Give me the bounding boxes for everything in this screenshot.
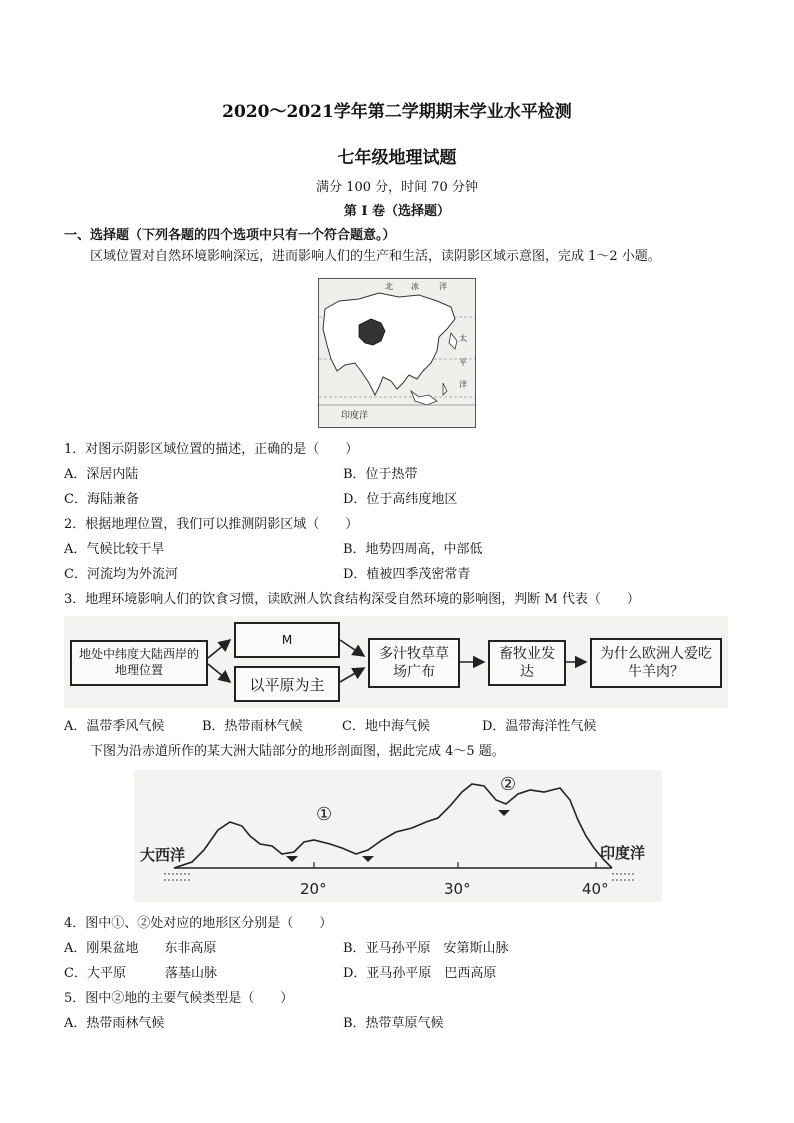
profile-left-ocean: 大西洋	[140, 846, 186, 864]
diet-flow-diagram	[64, 616, 728, 708]
q3-stem: 3．地理环境影响人们的饮食习惯，读欧洲人饮食结构深受自然环境的影响图，判断 M 代表（ ）	[64, 592, 640, 607]
q3-option-b: B．热带雨林气候	[202, 719, 303, 734]
profile-tick-20: 20°	[300, 880, 327, 898]
q3-option-c: C．地中海气候	[342, 719, 430, 734]
q4-option-b: B．亚马孙平原 安第斯山脉	[343, 941, 509, 956]
flow-box-location: 地处中纬度大陆西岸的地理位置	[70, 640, 208, 686]
profile-tick-30: 30°	[444, 880, 471, 898]
q2-stem: 2．根据地理位置，我们可以推测阴影区域（ ）	[64, 517, 359, 532]
map-label-north-2: 冰	[411, 282, 419, 291]
q45-intro: 下图为沿赤道所作的某大洲大陆部分的地形剖面图，据此完成 4～5 题。	[90, 744, 505, 759]
q5-stem: 5．图中②地的主要气候类型是（ ）	[64, 991, 294, 1006]
map-label-pacific-2: 平	[459, 358, 467, 367]
map-label-indian: 印度洋	[341, 411, 369, 421]
map-label-pacific-3: 洋	[459, 380, 467, 389]
q4-option-a: A．刚果盆地 东非高原	[64, 941, 217, 956]
q4-stem: 4．图中①、②处对应的地形区分别是（ ）	[64, 916, 333, 931]
asia-map-svg	[319, 279, 475, 427]
flow-box-livestock: 畜牧业发达	[488, 640, 566, 686]
q5-option-b: B．热带草原气候	[343, 1016, 444, 1031]
q1-option-b: B．位于热带	[343, 467, 418, 482]
terrain-profile	[134, 770, 662, 902]
map-label-north-3: 洋	[439, 282, 447, 291]
q1-option-c: C．海陆兼备	[64, 492, 139, 507]
q4-option-c: C．大平原 落基山脉	[64, 966, 217, 981]
q4-option-d: D．亚马孙平原 巴西高原	[343, 966, 497, 981]
q2-option-c: C．河流均为外流河	[64, 567, 178, 582]
shaded-region-map	[318, 278, 476, 428]
terrain-profile-svg	[134, 770, 662, 902]
flow-box-pasture: 多汁牧草草场广布	[368, 638, 460, 688]
section-heading: 一、选择题（下列各题的四个选项中只有一个符合题意。）	[64, 228, 396, 243]
section-intro: 区域位置对自然环境影响深远，进而影响人们的生产和生活，读阴影区域示意图，完成 1～2 小题。	[90, 249, 661, 264]
q3-option-a: A．温带季风气候	[64, 719, 165, 734]
flow-box-plain: 以平原为主	[234, 666, 340, 702]
exam-subtitle: 七年级地理试题	[337, 148, 457, 168]
q2-option-a: A．气候比较干旱	[64, 542, 165, 557]
q1-option-d: D．位于高纬度地区	[343, 492, 458, 507]
volume-heading: 第 I 卷（选择题）	[343, 204, 451, 219]
flow-box-m: M	[234, 622, 340, 658]
profile-label-2: ②	[500, 774, 517, 795]
q2-option-d: D．植被四季茂密常青	[343, 567, 471, 582]
map-label-pacific-1: 太	[459, 334, 467, 343]
exam-info: 满分 100 分，时间 70 分钟	[316, 180, 478, 195]
profile-tick-40: 40°	[582, 880, 609, 898]
q1-option-a: A．深居内陆	[64, 467, 139, 482]
profile-right-ocean: 印度洋	[600, 844, 646, 862]
q2-option-b: B．地势四周高，中部低	[343, 542, 483, 557]
profile-label-1: ①	[316, 804, 333, 825]
q1-stem: 1．对图示阴影区域位置的描述，正确的是（ ）	[64, 442, 359, 457]
map-label-north-1: 北	[385, 282, 393, 291]
flow-box-question: 为什么欧洲人爱吃牛羊肉？	[590, 638, 722, 688]
q3-option-d: D．温带海洋性气候	[482, 719, 597, 734]
q5-option-a: A．热带雨林气候	[64, 1016, 165, 1031]
exam-title: 2020～2021学年第二学期期末学业水平检测	[222, 102, 572, 122]
